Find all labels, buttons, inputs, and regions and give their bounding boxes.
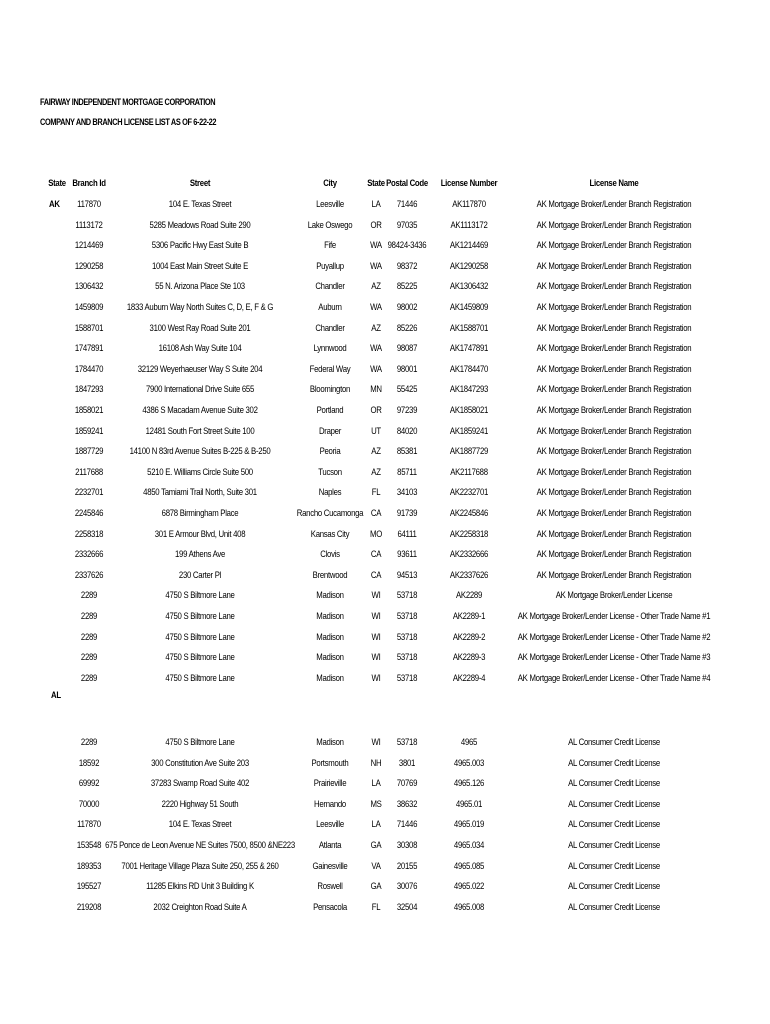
- cell-license-number: AK2117688: [450, 466, 488, 478]
- cell-license-name: AK Mortgage Broker/Lender Branch Registration: [536, 384, 692, 396]
- cell-street: 6878 Birmingham Place: [161, 508, 239, 519]
- cell-state2: WI: [371, 737, 381, 748]
- cell-state2: LA: [371, 199, 381, 210]
- cell-license-name: AK Mortgage Broker/Lender Branch Registration: [536, 240, 692, 252]
- cell-license-number: 4965.019: [453, 819, 485, 831]
- cell-branch-id: 2289: [80, 652, 98, 664]
- cell-license-number: 4965.085: [453, 860, 485, 872]
- cell-city: Brentwood: [312, 569, 348, 581]
- cell-postal: 53718: [396, 631, 418, 643]
- cell-postal: 91739: [396, 508, 418, 519]
- cell-license-name: AK Mortgage Broker/Lender License - Other Trade Name #1: [517, 611, 711, 622]
- cell-license-number: AK1847293: [449, 384, 489, 396]
- cell-branch-id: 1887729: [74, 446, 104, 458]
- cell-state2: WI: [371, 611, 381, 622]
- cell-license-number: 4965.022: [453, 881, 485, 893]
- cell-branch-id: 1859241: [74, 425, 104, 437]
- cell-branch-id: 1847293: [74, 384, 104, 396]
- cell-city: Madison: [316, 590, 344, 602]
- cell-postal: 3801: [398, 757, 416, 769]
- cell-city: Chandler: [315, 322, 345, 334]
- cell-street: 4750 S Biltmore Lane: [165, 737, 235, 748]
- cell-state2: LA: [371, 778, 381, 790]
- cell-postal: 85226: [396, 322, 418, 334]
- cell-street: 4850 Tamiami Trail North, Suite 301: [143, 487, 257, 499]
- cell-street: 4750 S Biltmore Lane: [165, 672, 235, 684]
- cell-license-name: AL Consumer Credit License: [568, 901, 660, 913]
- cell-postal: 53718: [396, 672, 418, 684]
- cell-license-number: AK2289-1: [452, 611, 486, 622]
- cell-postal: 98087: [396, 343, 418, 355]
- cell-postal: 84020: [396, 425, 418, 437]
- column-header-state: State: [48, 178, 66, 189]
- cell-license-name: AK Mortgage Broker/Lender Branch Registration: [536, 425, 692, 437]
- cell-city: Gainesville: [312, 860, 348, 872]
- cell-license-number: AK2289-4: [452, 672, 486, 684]
- cell-license-number: AK2289: [455, 590, 483, 602]
- cell-license-number: AK1306432: [449, 281, 489, 293]
- cell-postal: 85381: [396, 446, 418, 458]
- cell-street: 104 E. Texas Street: [168, 819, 232, 831]
- cell-street: 300 Constitution Ave Suite 203: [151, 757, 249, 769]
- cell-license-number: AK2232701: [449, 487, 489, 499]
- cell-license-name: AK Mortgage Broker/Lender Branch Registration: [536, 199, 692, 210]
- cell-license-number: AK2245846: [449, 508, 489, 519]
- cell-state2: FL: [371, 901, 381, 913]
- cell-license-number: 4965: [460, 737, 478, 748]
- column-header-license-name: License Name: [589, 178, 639, 189]
- cell-branch-id: 153548: [76, 840, 102, 851]
- cell-state2: LA: [371, 819, 381, 831]
- cell-branch-id: 2245846: [74, 508, 104, 519]
- cell-state2: UT: [371, 425, 381, 437]
- cell-license-number: AK2337626: [449, 569, 489, 581]
- cell-postal: 53718: [396, 590, 418, 602]
- cell-city: Chandler: [315, 281, 345, 293]
- cell-street: 4750 S Biltmore Lane: [165, 631, 235, 643]
- cell-street: 5285 Meadows Road Suite 290: [149, 219, 251, 231]
- cell-postal: 53718: [396, 737, 418, 748]
- cell-city: Madison: [316, 737, 344, 748]
- cell-street: 2220 Highway 51 South: [161, 798, 239, 810]
- cell-city: Lynnwood: [313, 343, 347, 355]
- cell-license-name: AK Mortgage Broker/Lender Branch Registration: [536, 343, 692, 355]
- cell-street: 7001 Heritage Village Plaza Suite 250, 255 & 260: [121, 860, 279, 872]
- cell-branch-id: 1747891: [74, 343, 104, 355]
- cell-street: 199 Athens Ave: [175, 549, 225, 561]
- cell-city: Kansas City: [310, 528, 350, 540]
- cell-postal: 20155: [396, 860, 418, 872]
- cell-license-number: AK1784470: [449, 363, 489, 375]
- cell-license-number: 4965.003: [453, 757, 485, 769]
- cell-license-name: AK Mortgage Broker/Lender License - Other Trade Name #2: [517, 631, 711, 643]
- cell-branch-id: 1459809: [74, 302, 104, 313]
- cell-branch-id: 219208: [76, 901, 102, 913]
- cell-city: Fife: [324, 240, 336, 252]
- cell-postal: 85711: [397, 466, 417, 478]
- cell-branch-id: 2232701: [74, 487, 104, 499]
- cell-city: Rancho Cucamonga: [296, 508, 364, 519]
- cell-license-name: AK Mortgage Broker/Lender Branch Registration: [536, 405, 692, 416]
- cell-license-number: AK1887729: [449, 446, 489, 458]
- cell-street: 104 E. Texas Street: [168, 199, 232, 210]
- cell-city: Madison: [316, 611, 344, 622]
- cell-branch-id: 1784470: [74, 363, 104, 375]
- cell-license-name: AK Mortgage Broker/Lender License - Other Trade Name #3: [517, 652, 711, 664]
- cell-city: Leesville: [316, 199, 344, 210]
- cell-street: 14100 N 83rd Avenue Suites B-225 & B-250: [129, 446, 271, 458]
- cell-street: 5306 Pacific Hwy East Suite B: [151, 240, 249, 252]
- cell-state2: CA: [370, 549, 382, 561]
- cell-state2: WI: [371, 652, 381, 664]
- column-header-branch-id: Branch Id: [72, 178, 106, 189]
- cell-license-name: AK Mortgage Broker/Lender Branch Registration: [536, 281, 692, 293]
- cell-city: Roswell: [317, 881, 343, 893]
- cell-branch-id: 189353: [76, 860, 102, 872]
- cell-license-number: AK1858021: [449, 405, 489, 416]
- cell-postal: 97035: [396, 219, 418, 231]
- column-header-street: Street: [189, 178, 211, 189]
- cell-street: 1004 East Main Street Suite E: [151, 260, 249, 272]
- cell-state2: WI: [371, 631, 381, 643]
- cell-branch-id: 2117688: [75, 466, 103, 478]
- cell-state2: AZ: [371, 446, 381, 458]
- cell-city: Madison: [316, 652, 344, 664]
- cell-postal: 34103: [396, 487, 418, 499]
- cell-postal: 85225: [396, 281, 418, 293]
- cell-city: Leesville: [316, 819, 344, 831]
- cell-street: 12481 South Fort Street Suite 100: [145, 425, 255, 437]
- cell-postal: 32504: [396, 901, 418, 913]
- cell-city: Atlanta: [318, 840, 342, 851]
- cell-license-name: AK Mortgage Broker/Lender Branch Registration: [536, 219, 692, 231]
- cell-street: 2032 Creighton Road Suite A: [153, 901, 247, 913]
- cell-license-number: AK2258318: [449, 528, 489, 540]
- cell-branch-id: 2289: [80, 611, 98, 622]
- cell-postal: 38632: [396, 798, 418, 810]
- cell-branch-id: 2289: [80, 590, 98, 602]
- cell-state2: WA: [370, 240, 382, 252]
- cell-license-name: AK Mortgage Broker/Lender Branch Registration: [536, 528, 692, 540]
- cell-license-name: AK Mortgage Broker/Lender Branch Registration: [536, 487, 692, 499]
- cell-city: Draper: [318, 425, 342, 437]
- cell-city: Naples: [318, 487, 342, 499]
- cell-license-number: AK2332666: [449, 549, 489, 561]
- state-group-label: AL: [51, 690, 61, 701]
- cell-postal: 64111: [397, 528, 417, 540]
- cell-street: 37283 Swamp Road Suite 402: [150, 778, 250, 790]
- cell-license-name: AK Mortgage Broker/Lender License: [555, 590, 673, 602]
- cell-state2: WI: [371, 672, 381, 684]
- cell-state2: MN: [370, 384, 382, 396]
- cell-branch-id: 1113172: [75, 219, 103, 231]
- cell-license-number: 4965.034: [453, 840, 485, 851]
- cell-branch-id: 117870: [77, 199, 101, 210]
- cell-license-number: AK1859241: [449, 425, 489, 437]
- cell-license-number: AK2289-3: [452, 652, 486, 664]
- cell-license-name: AL Consumer Credit License: [568, 798, 660, 810]
- cell-state2: WA: [370, 260, 382, 272]
- cell-license-number: AK1113172: [450, 219, 488, 231]
- cell-street: 4386 S Macadam Avenue Suite 302: [142, 405, 258, 416]
- cell-branch-id: 2289: [80, 631, 98, 643]
- cell-state2: GA: [370, 840, 382, 851]
- cell-license-name: AL Consumer Credit License: [568, 881, 660, 893]
- cell-postal: 98001: [396, 363, 418, 375]
- cell-state2: AZ: [371, 281, 381, 293]
- cell-branch-id: 117870: [77, 819, 101, 831]
- cell-city: Madison: [316, 631, 344, 643]
- cell-street: 5210 E. Williams Circle Suite 500: [147, 466, 253, 478]
- cell-branch-id: 18592: [78, 757, 100, 769]
- cell-postal: 53718: [396, 611, 418, 622]
- cell-postal: 97239: [396, 405, 418, 416]
- cell-city: Pensacola: [313, 901, 347, 913]
- cell-postal: 71446: [396, 819, 418, 831]
- cell-city: Bloomington: [309, 384, 351, 396]
- cell-postal: 98002: [396, 302, 418, 313]
- cell-street: 4750 S Biltmore Lane: [165, 652, 235, 664]
- cell-state2: WA: [370, 343, 382, 355]
- cell-state2: GA: [370, 881, 382, 893]
- cell-state2: OR: [370, 219, 382, 231]
- cell-street: 55 N. Arizona Place Ste 103: [155, 281, 245, 293]
- cell-city: Clovis: [320, 549, 340, 561]
- cell-city: Hernando: [314, 798, 346, 810]
- cell-license-name: AL Consumer Credit License: [568, 840, 660, 851]
- cell-state2: MS: [370, 798, 382, 810]
- column-header-postal: Postal Code: [386, 178, 428, 189]
- cell-state2: MO: [370, 528, 382, 540]
- cell-street: 4750 S Biltmore Lane: [165, 611, 235, 622]
- cell-postal: 55425: [396, 384, 418, 396]
- cell-postal: 30076: [396, 881, 418, 893]
- cell-city: Federal Way: [309, 363, 351, 375]
- cell-postal: 30308: [396, 840, 418, 851]
- cell-city: Tucson: [318, 466, 342, 478]
- cell-license-name: AK Mortgage Broker/Lender Branch Registration: [536, 260, 692, 272]
- cell-city: Portsmouth: [311, 757, 349, 769]
- cell-street: 1833 Auburn Way North Suites C, D, E, F & G: [126, 302, 274, 313]
- cell-license-name: AL Consumer Credit License: [568, 757, 660, 769]
- cell-license-number: AK1290258: [449, 260, 489, 272]
- cell-license-number: 4965.01: [455, 798, 483, 810]
- cell-city: Madison: [316, 672, 344, 684]
- cell-state2: CA: [370, 569, 382, 581]
- cell-city: Auburn: [318, 302, 342, 313]
- cell-license-number: 4965.126: [453, 778, 485, 790]
- cell-license-name: AK Mortgage Broker/Lender Branch Registration: [536, 549, 692, 561]
- cell-city: Portland: [316, 405, 344, 416]
- company-title: FAIRWAY INDEPENDENT MORTGAGE CORPORATION: [40, 97, 216, 107]
- cell-postal: 93611: [397, 549, 417, 561]
- cell-license-number: AK1747891: [449, 343, 489, 355]
- cell-branch-id: 2332666: [74, 549, 104, 561]
- cell-state2: VA: [371, 860, 381, 872]
- cell-branch-id: 70000: [78, 798, 100, 810]
- cell-street: 11285 Elkins RD Unit 3 Building K: [146, 881, 254, 893]
- cell-state2: WA: [370, 363, 382, 375]
- column-header-state2: State: [367, 178, 385, 189]
- cell-postal: 71446: [396, 199, 418, 210]
- cell-branch-id: 1214469: [74, 240, 104, 252]
- cell-license-name: AK Mortgage Broker/Lender Branch Registration: [536, 363, 692, 375]
- state-group-label: AK: [49, 199, 60, 210]
- cell-branch-id: 1858021: [74, 405, 104, 416]
- cell-branch-id: 2258318: [74, 528, 104, 540]
- cell-street: 7900 International Drive Suite 655: [145, 384, 255, 396]
- cell-branch-id: 195527: [76, 881, 102, 893]
- cell-street: 16108 Ash Way Suite 104: [158, 343, 242, 355]
- cell-street: 32129 Weyerhaeuser Way S Suite 204: [137, 363, 263, 375]
- cell-state2: WA: [370, 302, 382, 313]
- list-title: COMPANY AND BRANCH LICENSE LIST AS OF 6-22-22: [40, 117, 217, 127]
- cell-state2: NH: [370, 757, 382, 769]
- cell-postal: 98372: [396, 260, 418, 272]
- cell-license-number: AK1459809: [449, 302, 489, 313]
- cell-license-name: AL Consumer Credit License: [568, 819, 660, 831]
- cell-state2: AZ: [371, 466, 381, 478]
- cell-license-name: AK Mortgage Broker/Lender Branch Registration: [536, 446, 692, 458]
- cell-branch-id: 1306432: [74, 281, 104, 293]
- cell-license-number: AK1214469: [449, 240, 489, 252]
- cell-city: Puyallup: [316, 260, 344, 272]
- cell-city: Prairieville: [313, 778, 347, 790]
- cell-license-name: AK Mortgage Broker/Lender Branch Registration: [536, 322, 692, 334]
- cell-license-number: AK117870: [452, 199, 486, 210]
- cell-state2: FL: [371, 487, 381, 499]
- cell-city: Lake Oswego: [307, 219, 353, 231]
- cell-license-name: AL Consumer Credit License: [568, 860, 660, 872]
- cell-license-name: AL Consumer Credit License: [568, 737, 660, 748]
- cell-license-name: AL Consumer Credit License: [568, 778, 660, 790]
- cell-city: Peoria: [319, 446, 341, 458]
- cell-branch-id: 1290258: [74, 260, 104, 272]
- cell-street: 301 E Armour Blvd, Unit 408: [154, 528, 246, 540]
- cell-state2: WI: [371, 590, 381, 602]
- cell-license-name: AK Mortgage Broker/Lender Branch Registration: [536, 466, 692, 478]
- column-header-license-number: License Number: [440, 178, 498, 189]
- cell-branch-id: 2337626: [74, 569, 104, 581]
- cell-street: 3100 West Ray Road Suite 201: [149, 322, 251, 334]
- cell-branch-id: 1588701: [74, 322, 104, 334]
- cell-license-number: AK2289-2: [452, 631, 486, 643]
- cell-postal: 98424-3436: [387, 240, 427, 252]
- cell-state2: OR: [370, 405, 382, 416]
- cell-license-number: 4965.008: [453, 901, 485, 913]
- cell-state2: AZ: [371, 322, 381, 334]
- cell-street: 675 Ponce de Leon Avenue NE Suites 7500, 8500 &NE223: [105, 840, 295, 851]
- cell-branch-id: 69992: [78, 778, 100, 790]
- cell-state2: CA: [370, 508, 382, 519]
- cell-branch-id: 2289: [80, 672, 98, 684]
- cell-postal: 70769: [396, 778, 418, 790]
- cell-license-name: AK Mortgage Broker/Lender Branch Registration: [536, 569, 692, 581]
- cell-license-name: AK Mortgage Broker/Lender Branch Registration: [536, 508, 692, 519]
- cell-postal: 53718: [396, 652, 418, 664]
- cell-license-name: AK Mortgage Broker/Lender License - Other Trade Name #4: [517, 672, 711, 684]
- cell-license-name: AK Mortgage Broker/Lender Branch Registration: [536, 302, 692, 313]
- cell-street: 4750 S Biltmore Lane: [165, 590, 235, 602]
- cell-postal: 94513: [396, 569, 418, 581]
- column-header-city: City: [323, 178, 337, 189]
- cell-license-number: AK1588701: [449, 322, 489, 334]
- cell-street: 230 Carter Pl: [178, 569, 222, 581]
- cell-branch-id: 2289: [80, 737, 98, 748]
